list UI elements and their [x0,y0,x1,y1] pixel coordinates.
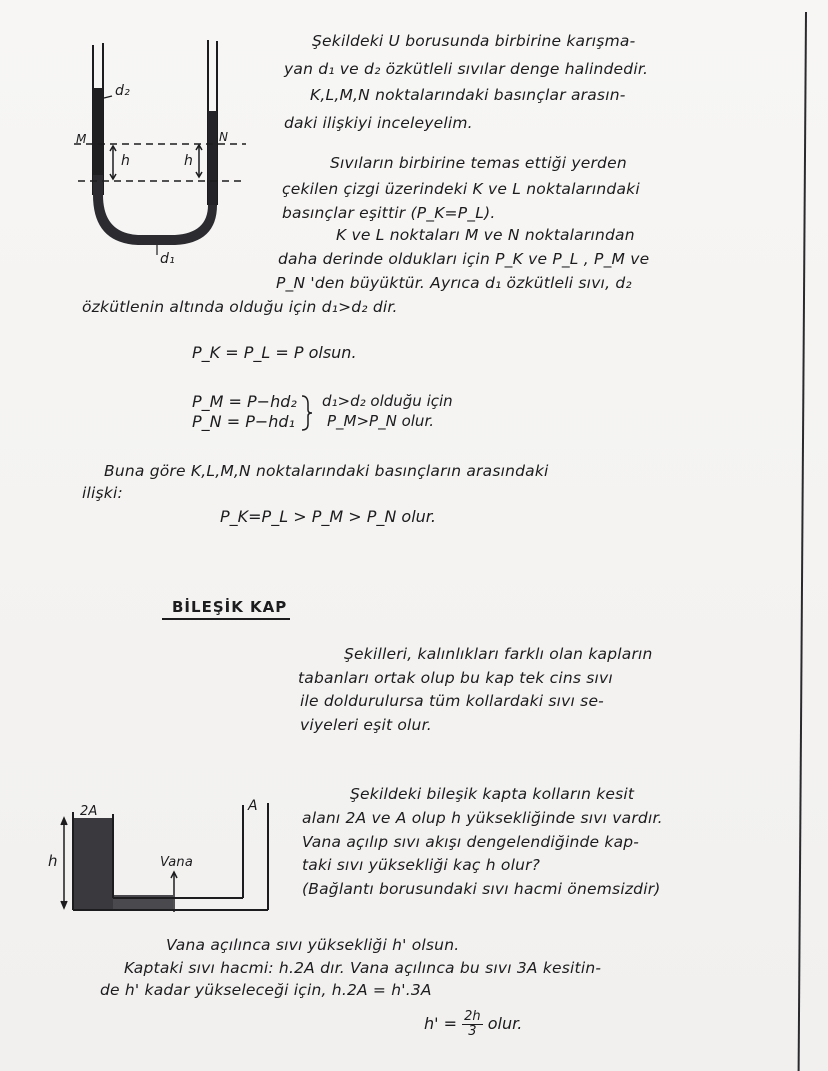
label-M: M [76,132,87,146]
problem-line-2: alanı 2A ve A olup h yüksekliğinde sıvı vardır. [302,809,663,827]
problem-line-1: Şekildeki bileşik kapta kolların kesit [350,785,635,803]
conclusion-line-1: Buna göre K,L,M,N noktalarındaki basınçların arasındaki [104,462,549,480]
para2-line-6: P_N 'den büyüktür. Ayrıca d₁ özkütleli sıvı, d₂ [276,274,632,292]
conclusion-equation: P_K=P_L > P_M > P_N olur. [220,507,436,526]
para2-line-5: daha derinde oldukları için P_K ve P_L , P_M ve [278,250,650,268]
para2-line-3: basınçlar eşittir (P_K=P_L). [282,204,496,222]
brace-note-2: P_M>P_N olur. [327,412,434,430]
result-fraction [462,1010,483,1039]
result-suffix: olur. [487,1014,523,1033]
label-h-right: h [184,153,194,169]
result-numerator: 2h [464,1009,481,1024]
solution-line-3: de h' kadar yükseleceği için, h.2A = h'.3A [100,981,432,999]
para2-line-1: Sıvıların birbirine temas ettiği yerden [330,154,627,172]
bilesik-intro-line-3: ile doldurulursa tüm kollardaki sıvı se- [300,692,604,710]
heading-underline [162,618,290,620]
problem-line-5: (Bağlantı borusundaki sıvı hacmi önemsizdir) [302,880,661,898]
intro-line-4: daki ilişkiyi inceleyelim. [284,114,473,132]
label-h: h [48,852,58,870]
problem-line-4: taki sıvı yüksekliği kaç h olur? [302,856,541,874]
label-vana: Vana [160,855,194,870]
equation-pm: P_M = P−hd₂ [192,392,297,411]
para2-line-4: K ve L noktaları M ve N noktalarından [336,226,635,244]
label-d2: d₂ [115,83,130,99]
result-prefix: h' = [424,1014,458,1033]
equation-let-p: P_K = P_L = P olsun. [192,343,357,362]
equation-pn: P_N = P−hd₁ [192,412,295,431]
solution-line-1: Vana açılınca sıvı yüksekliği h' olsun. [166,936,460,954]
intro-line-2: yan d₁ ve d₂ özkütleli sıvılar denge halindedir. [284,60,649,78]
brace-icon [300,394,314,432]
brace-note-1: d₁>d₂ olduğu için [322,392,453,410]
result-denominator: 3 [468,1024,477,1039]
conclusion-line-2: ilişki: [82,484,123,502]
label-A: A [248,798,258,814]
bilesik-intro-line-1: Şekilleri, kalınlıkları farklı olan kapların [344,645,653,663]
label-N: N [219,130,229,144]
intro-line-3: K,L,M,N noktalarındaki basınçlar arasın- [310,86,626,104]
label-h-left: h [121,153,131,169]
section-heading-bilesik-kap: BİLEŞİK KAP [172,598,288,616]
label-2A: 2A [80,804,98,819]
label-d1: d₁ [160,251,175,267]
bilesik-intro-line-2: tabanları ortak olup bu kap tek cins sıvı [298,669,613,687]
problem-line-3: Vana açılıp sıvı akışı dengelendiğinde kap- [302,833,640,851]
para2-line-7: özkütlenin altında olduğu için d₁>d₂ dir. [82,298,398,316]
intro-line-1: Şekildeki U borusunda birbirine karışma- [312,32,636,50]
solution-line-2: Kaptaki sıvı hacmi: h.2A dır. Vana açılınca bu sıvı 3A kesitin- [124,959,602,977]
result-equation [424,1010,522,1039]
para2-line-2: çekilen çizgi üzerindeki K ve L noktalarındaki [282,180,640,198]
bilesik-intro-line-4: viyeleri eşit olur. [300,716,432,734]
u-tube-diagram [60,35,260,265]
